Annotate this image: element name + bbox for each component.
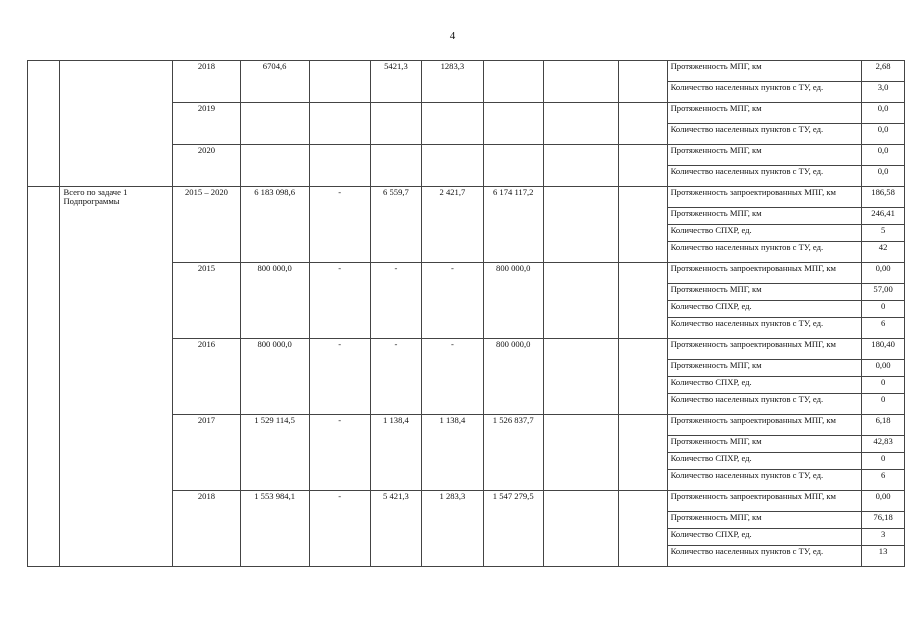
indicator-name: Количество населенных пунктов с ТУ, ед.: [667, 166, 862, 187]
empty-cell: [619, 339, 667, 415]
fund-cell: [543, 61, 619, 103]
year-cell: 2015: [173, 263, 240, 339]
indicator-value: 0: [862, 301, 905, 318]
fund-cell: 2 421,7: [422, 187, 483, 263]
fund-cell: -: [309, 415, 370, 491]
table-row: [28, 187, 905, 208]
fund-cell: [543, 103, 619, 145]
fund-cell: [543, 491, 619, 567]
indicator-name: Количество СПХР, ед.: [667, 377, 862, 394]
indicator-value: 0,00: [862, 360, 905, 377]
table-body: [28, 61, 905, 567]
total-cell: [240, 103, 309, 145]
indicator-value: 0,0: [862, 103, 905, 124]
fund-cell: [370, 145, 422, 187]
fund-cell: [483, 145, 543, 187]
indicator-name: Протяженность запроектированных МПГ, км: [667, 263, 862, 284]
indicator-value: 0,00: [862, 491, 905, 512]
fund-cell: 1 283,3: [422, 491, 483, 567]
fund-cell: -: [309, 187, 370, 263]
indicator-value: 76,18: [862, 512, 905, 529]
indicator-value: 2,68: [862, 61, 905, 82]
indicator-name: Количество СПХР, ед.: [667, 225, 862, 242]
fund-cell: -: [422, 339, 483, 415]
task-cell: [60, 61, 173, 187]
indicator-name: Количество населенных пунктов с ТУ, ед.: [667, 394, 862, 415]
fund-cell: 1 138,4: [422, 415, 483, 491]
year-cell: 2018: [173, 61, 240, 103]
indicator-name: Количество населенных пунктов с ТУ, ед.: [667, 546, 862, 567]
fund-cell: 1283,3: [422, 61, 483, 103]
fund-cell: 800 000,0: [483, 263, 543, 339]
indicator-value: 0: [862, 377, 905, 394]
total-cell: [240, 145, 309, 187]
empty-cell: [619, 263, 667, 339]
fund-cell: -: [309, 491, 370, 567]
indicator-value: 5: [862, 225, 905, 242]
indicator-value: 0,0: [862, 166, 905, 187]
indicator-value: 0: [862, 394, 905, 415]
indicator-name: Количество населенных пунктов с ТУ, ед.: [667, 124, 862, 145]
indicator-value: 6,18: [862, 415, 905, 436]
fund-cell: [543, 415, 619, 491]
empty-cell: [619, 103, 667, 145]
indicator-name: Протяженность запроектированных МПГ, км: [667, 187, 862, 208]
fund-cell: [422, 145, 483, 187]
indicator-value: 0,00: [862, 263, 905, 284]
year-cell: 2020: [173, 145, 240, 187]
empty-cell: [619, 491, 667, 567]
empty-cell: [619, 145, 667, 187]
fund-cell: 1 547 279,5: [483, 491, 543, 567]
total-cell: 800 000,0: [240, 339, 309, 415]
indicator-name: Протяженность МПГ, км: [667, 208, 862, 225]
fund-cell: 1 526 837,7: [483, 415, 543, 491]
total-cell: 6704,6: [240, 61, 309, 103]
year-cell: 2019: [173, 103, 240, 145]
indicator-value: 186,58: [862, 187, 905, 208]
fund-cell: [483, 103, 543, 145]
fund-cell: 800 000,0: [483, 339, 543, 415]
indicator-value: 0,0: [862, 124, 905, 145]
fund-cell: 6 559,7: [370, 187, 422, 263]
indicator-name: Количество СПХР, ед.: [667, 529, 862, 546]
indicator-value: 3: [862, 529, 905, 546]
indicator-name: Количество СПХР, ед.: [667, 301, 862, 318]
indicator-name: Протяженность МПГ, км: [667, 103, 862, 124]
fund-cell: -: [370, 263, 422, 339]
indicator-name: Протяженность МПГ, км: [667, 61, 862, 82]
empty-cell: [619, 61, 667, 103]
total-cell: 800 000,0: [240, 263, 309, 339]
num-cell: [28, 187, 60, 567]
fund-cell: [370, 103, 422, 145]
fund-cell: -: [309, 339, 370, 415]
indicator-name: Протяженность запроектированных МПГ, км: [667, 415, 862, 436]
fund-cell: 6 174 117,2: [483, 187, 543, 263]
fund-cell: 5421,3: [370, 61, 422, 103]
fund-cell: 5 421,3: [370, 491, 422, 567]
fund-cell: [483, 61, 543, 103]
fund-cell: -: [309, 263, 370, 339]
year-cell: 2016: [173, 339, 240, 415]
indicator-value: 42,83: [862, 436, 905, 453]
table-row: [28, 61, 905, 82]
indicator-value: 57,00: [862, 284, 905, 301]
year-cell: 2017: [173, 415, 240, 491]
indicator-value: 246,41: [862, 208, 905, 225]
indicator-name: Количество населенных пунктов с ТУ, ед.: [667, 318, 862, 339]
task-label: Всего по задаче 1 Подпрограммы: [60, 187, 173, 567]
indicator-name: Количество населенных пунктов с ТУ, ед.: [667, 242, 862, 263]
num-cell: [28, 61, 60, 187]
fund-cell: [309, 103, 370, 145]
indicator-value: 180,40: [862, 339, 905, 360]
fund-cell: -: [422, 263, 483, 339]
total-cell: 6 183 098,6: [240, 187, 309, 263]
indicator-name: Протяженность МПГ, км: [667, 145, 862, 166]
page-number: 4: [449, 30, 456, 42]
indicator-value: 13: [862, 546, 905, 567]
indicator-name: Протяженность запроектированных МПГ, км: [667, 339, 862, 360]
empty-cell: [619, 187, 667, 263]
fund-cell: [422, 103, 483, 145]
fund-cell: [543, 187, 619, 263]
indicator-name: Протяженность МПГ, км: [667, 436, 862, 453]
indicator-name: Протяженность МПГ, км: [667, 284, 862, 301]
indicator-name: Количество населенных пунктов с ТУ, ед.: [667, 470, 862, 491]
indicator-value: 0,0: [862, 145, 905, 166]
indicator-name: Протяженность МПГ, км: [667, 360, 862, 377]
indicator-name: Количество населенных пунктов с ТУ, ед.: [667, 82, 862, 103]
indicator-name: Протяженность запроектированных МПГ, км: [667, 491, 862, 512]
indicator-value: 42: [862, 242, 905, 263]
total-cell: 1 553 984,1: [240, 491, 309, 567]
indicator-value: 3,0: [862, 82, 905, 103]
year-cell: 2018: [173, 491, 240, 567]
empty-cell: [619, 415, 667, 491]
fund-cell: [543, 263, 619, 339]
year-cell: 2015 – 2020: [173, 187, 240, 263]
indicator-name: Протяженность МПГ, км: [667, 512, 862, 529]
indicator-value: 6: [862, 318, 905, 339]
fund-cell: -: [370, 339, 422, 415]
total-cell: 1 529 114,5: [240, 415, 309, 491]
fund-cell: [543, 339, 619, 415]
fund-cell: [309, 145, 370, 187]
indicator-value: 6: [862, 470, 905, 491]
subprogram-table: [27, 60, 905, 567]
indicator-name: Количество СПХР, ед.: [667, 453, 862, 470]
fund-cell: 1 138,4: [370, 415, 422, 491]
fund-cell: [309, 61, 370, 103]
indicator-value: 0: [862, 453, 905, 470]
fund-cell: [543, 145, 619, 187]
